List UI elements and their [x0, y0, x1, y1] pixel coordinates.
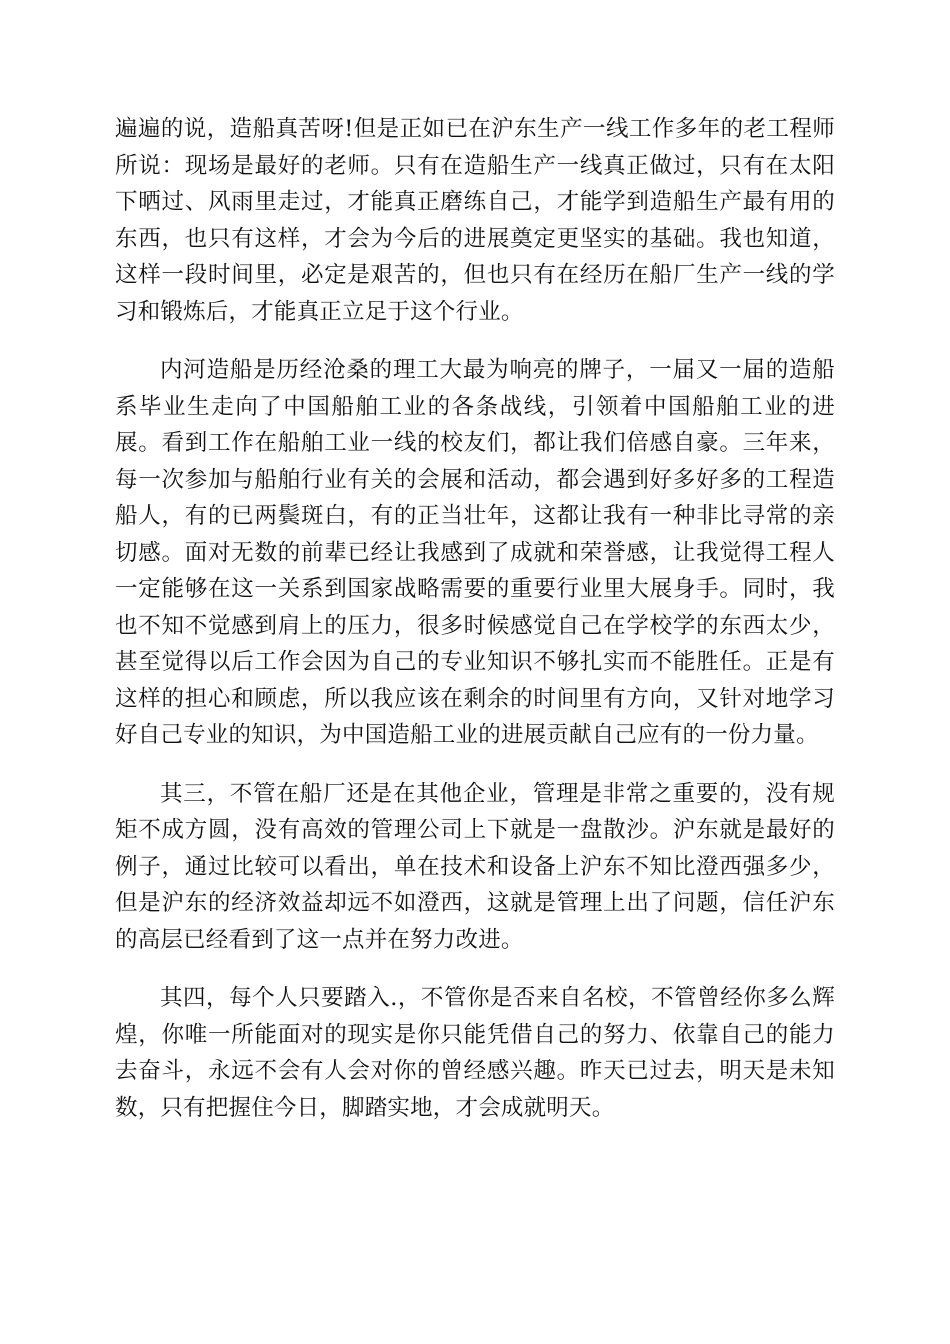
document-body: [115, 111, 835, 1148]
paragraph-point-three-management: 其三，不管在船厂还是在其他企业，管理是非常之重要的，没有规矩不成方圆，没有高效的管理公司上下就是一盘散沙。沪东就是最好的例子，通过比较可以看出，单在技术和设备上沪东不知比澄西强多少，但是沪东的经济效益却远不如澄西，这就是管理上出了问题，信任沪东的高层已经看到了这一点并在努力改进。: [115, 780, 835, 953]
paragraph-continuation: 遍遍的说，造船真苦呀!但是正如已在沪东生产一线工作多年的老工程师所说：现场是最好的老师。只有在造船生产一线真正做过，只有在太阳下晒过、风雨里走过，才能真正磨练自己，才能学到造船生产最有用的东西，也只有这样，才会为今后的进展奠定更坚实的基础。我也知道，这样一段时间里，必定是艰苦的，但也只有在经历在船厂生产一线的学习和锻炼后，才能真正立足于这个行业。: [115, 116, 835, 325]
paragraph-inland-shipbuilding: 内河造船是历经沧桑的理工大最为响亮的牌子，一届又一届的造船系毕业生走向了中国船舶工业的各条战线，引领着中国船舶工业的进展。看到工作在船舶工业一线的校友们，都让我们倍感自豪。三年来，每一次参加与船舶行业有关的会展和活动，都会遇到好多好多的工程造船人，有的已两鬓斑白，有的正当壮年，这都让我有一种非比寻常的亲切感。面对无数的前辈已经让我感到了成就和荣誉感，让我觉得工程人一定能够在这一关系到国家战略需要的重要行业里大展身手。同时，我也不知不觉感到肩上的压力，很多时候感觉自己在学校学的东西太少，甚至觉得以后工作会因为自己的专业知识不够扎实而不能胜任。正是有这样的担心和顾虑，所以我应该在剩余的时间里有方向，又针对地学习好自己专业的知识，为中国造船工业的进展贡献自己应有的一份力量。: [115, 357, 835, 748]
paragraph-point-four-effort: 其四，每个人只要踏入.，不管你是否来自名校，不管曾经你多么辉煌，你唯一所能面对的现实是你只能凭借自己的努力、依靠自己的能力去奋斗，永远不会有人会对你的曾经感兴趣。昨天已过去，明天是未知数，只有把握住今日，脚踏实地，才会成就明天。: [115, 985, 835, 1121]
